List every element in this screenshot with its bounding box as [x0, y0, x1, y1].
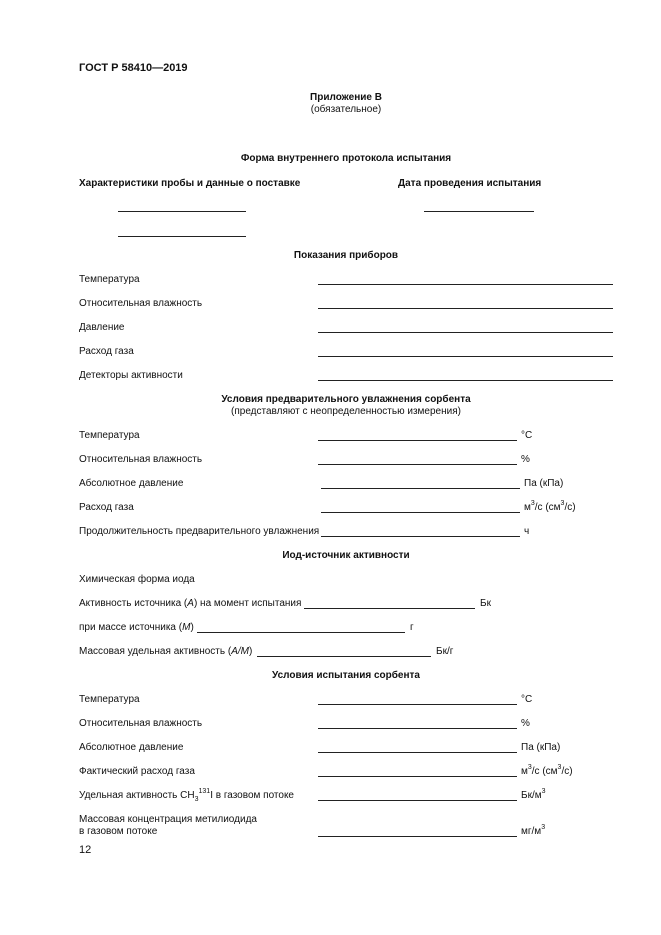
- field-line[interactable]: [197, 632, 405, 633]
- field-line[interactable]: [321, 488, 520, 489]
- row-label: Фактический расход газа: [79, 766, 195, 777]
- field-line[interactable]: [318, 356, 613, 357]
- unit-label: г: [410, 622, 414, 633]
- field-line[interactable]: [304, 608, 475, 609]
- source-mass-label: при массе источника (М): [79, 622, 194, 633]
- field-line[interactable]: [321, 512, 520, 513]
- unit-label: $м^3/с$ $(см^3/с)$: [521, 764, 573, 777]
- unit-label: Па (кПа): [521, 742, 561, 753]
- sample-heading: Характеристики пробы и данные о поставке: [79, 178, 301, 189]
- sample-field-line[interactable]: [118, 236, 246, 237]
- sample-field-line[interactable]: [118, 211, 246, 212]
- row-label: Расход газа: [79, 346, 134, 357]
- field-line[interactable]: [318, 836, 517, 837]
- field-line[interactable]: [318, 776, 517, 777]
- section-instruments-title: Показания приборов: [293, 250, 399, 261]
- row-label: Относительная влажность: [79, 718, 203, 729]
- unit-label: %: [521, 718, 530, 729]
- mass-concentration-label-line2: в газовом потоке: [79, 826, 158, 837]
- row-label: Относительная влажность: [79, 454, 203, 465]
- row-label: Продолжительность предварительного увлажнения: [79, 526, 320, 537]
- unit-label: %: [521, 454, 530, 465]
- appendix-subtitle: (обязательное): [310, 104, 382, 115]
- field-line[interactable]: [318, 704, 517, 705]
- standard-header: ГОСТ Р 58410—2019: [79, 62, 188, 74]
- field-line[interactable]: [318, 752, 517, 753]
- field-line[interactable]: [257, 656, 431, 657]
- unit-label: Бк/г: [436, 646, 454, 657]
- row-label: Абсолютное давление: [79, 742, 184, 753]
- row-label: Температура: [79, 694, 140, 705]
- field-line[interactable]: [318, 800, 517, 801]
- chemical-form-label: Химическая форма иода: [79, 574, 195, 585]
- field-line[interactable]: [318, 728, 517, 729]
- row-label: Температура: [79, 274, 140, 285]
- test-date-heading: Дата проведения испытания: [398, 178, 542, 189]
- page-number: 12: [79, 844, 92, 856]
- row-label: Расход газа: [79, 502, 134, 513]
- row-label: Температура: [79, 430, 140, 441]
- specific-activity-ch3i-label: Удельная активность $СН_3^{131}I$ в газовом потоке: [79, 788, 294, 803]
- field-line[interactable]: [318, 440, 517, 441]
- row-label: Давление: [79, 322, 125, 333]
- source-activity-label: Активность источника (А) на момент испытания: [79, 598, 302, 609]
- field-line[interactable]: [321, 536, 520, 537]
- field-line[interactable]: [318, 464, 517, 465]
- section-sorbent-test-title: Условия испытания сорбента: [272, 670, 420, 681]
- field-line[interactable]: [318, 380, 613, 381]
- unit-label: $мг/м^3$: [521, 824, 546, 837]
- unit-label: Бк: [480, 598, 491, 609]
- unit-label: Па (кПа): [524, 478, 564, 489]
- field-line[interactable]: [318, 332, 613, 333]
- unit-label: $м^3/с$ $(см^3/с)$: [524, 500, 576, 513]
- section-prewetting-title: Условия предварительного увлажнения сорбента: [221, 394, 471, 405]
- test-date-field-line[interactable]: [424, 211, 534, 212]
- unit-label: $Бк/м^3$: [521, 788, 546, 801]
- field-line[interactable]: [318, 284, 613, 285]
- unit-label: °С: [521, 430, 533, 441]
- mass-concentration-label-line1: Массовая концентрация метилиодида: [79, 814, 257, 825]
- row-label: Абсолютное давление: [79, 478, 184, 489]
- row-label: Относительная влажность: [79, 298, 203, 309]
- row-label: Детекторы активности: [79, 370, 183, 381]
- unit-label: °С: [521, 694, 533, 705]
- form-title: Форма внутреннего протокола испытания: [240, 153, 452, 164]
- section-iodine-title: Иод-источник активности: [282, 550, 410, 561]
- field-line[interactable]: [318, 308, 613, 309]
- unit-label: ч: [524, 526, 530, 537]
- appendix-title: Приложение В: [310, 92, 382, 103]
- specific-activity-label: Массовая удельная активность (А/М): [79, 646, 253, 657]
- section-prewetting-subtitle: (представляют с неопределенностью измерения): [231, 406, 461, 417]
